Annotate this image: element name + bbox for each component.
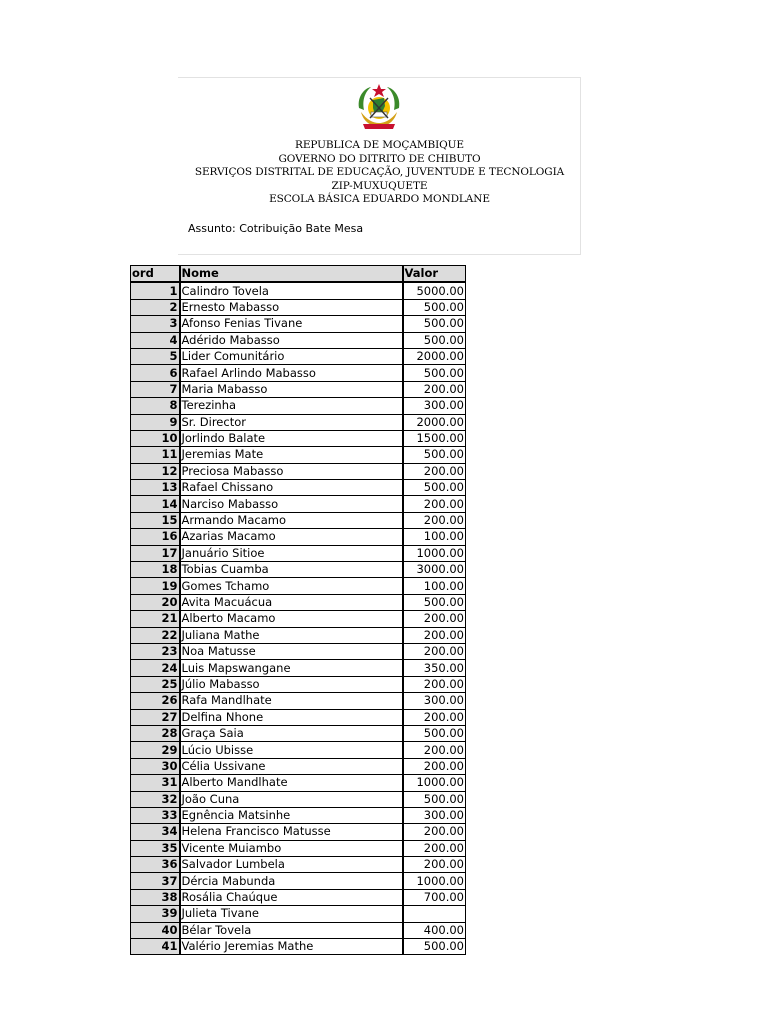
row-ord: 35 [131,840,180,856]
row-nome: Azarias Macamo [180,529,403,545]
subject-text: Cotribuição Bate Mesa [239,222,364,235]
row-ord: 15 [131,512,180,528]
row-nome: Rafael Arlindo Mabasso [180,365,403,381]
row-ord: 34 [131,824,180,840]
row-nome: Julieta Tivane [180,906,403,922]
row-ord: 38 [131,889,180,905]
row-ord: 31 [131,775,180,791]
row-valor: 100.00 [403,578,466,594]
row-nome: Avita Macuácua [180,594,403,610]
row-ord: 3 [131,316,180,332]
table-row [131,512,466,528]
row-valor: 200.00 [403,676,466,692]
table-row [131,578,466,594]
row-ord: 14 [131,496,180,512]
row-nome: Noa Matusse [180,643,403,659]
row-nome: Bélar Tovela [180,922,403,938]
table-row [131,922,466,938]
row-valor: 300.00 [403,398,466,414]
row-ord: 39 [131,906,180,922]
row-nome: Sr. Director [180,414,403,430]
row-ord: 6 [131,365,180,381]
row-nome: Calindro Tovela [180,282,403,299]
row-nome: Jeremias Mate [180,447,403,463]
row-ord: 7 [131,381,180,397]
row-valor: 2000.00 [403,348,466,364]
row-valor: 500.00 [403,365,466,381]
row-nome: Alberto Macamo [180,611,403,627]
row-valor: 200.00 [403,643,466,659]
row-valor: 300.00 [403,693,466,709]
row-nome: Adérido Mabasso [180,332,403,348]
row-valor: 3000.00 [403,562,466,578]
row-ord: 20 [131,594,180,610]
table-row [131,430,466,446]
row-valor: 500.00 [403,594,466,610]
row-ord: 13 [131,480,180,496]
row-nome: Terezinha [180,398,403,414]
row-nome: Juliana Mathe [180,627,403,643]
row-ord: 28 [131,725,180,741]
subject-label: Assunto: [188,222,236,235]
row-valor: 500.00 [403,725,466,741]
table-row [131,857,466,873]
table-row [131,545,466,561]
column-header-valor: Valor [403,266,466,283]
table-row [131,398,466,414]
row-ord: 37 [131,873,180,889]
row-valor: 200.00 [403,840,466,856]
row-ord: 30 [131,758,180,774]
table-body [131,282,466,955]
row-ord: 24 [131,660,180,676]
row-nome: Helena Francisco Matusse [180,824,403,840]
column-header-ord: ord [131,266,180,283]
table-row [131,676,466,692]
table-row [131,496,466,512]
row-valor: 5000.00 [403,282,466,299]
row-valor: 500.00 [403,316,466,332]
row-valor: 200.00 [403,709,466,725]
table-row [131,709,466,725]
row-ord: 17 [131,545,180,561]
row-nome: Jorlindo Balate [180,430,403,446]
row-ord: 32 [131,791,180,807]
table-row [131,282,466,299]
header-line-government: GOVERNO DO DITRITO DE CHIBUTO [278,152,481,165]
row-ord: 22 [131,627,180,643]
row-ord: 1 [131,282,180,299]
row-valor: 400.00 [403,922,466,938]
row-valor: 200.00 [403,824,466,840]
row-valor: 1500.00 [403,430,466,446]
row-nome: Afonso Fenias Tivane [180,316,403,332]
row-ord: 11 [131,447,180,463]
table-row [131,611,466,627]
table-row [131,299,466,315]
row-nome: Maria Mabasso [180,381,403,397]
row-valor: 1000.00 [403,775,466,791]
row-nome: Alberto Mandlhate [180,775,403,791]
column-header-nome: Nome [180,266,403,283]
row-ord: 23 [131,643,180,659]
row-nome: João Cuna [180,791,403,807]
row-valor: 2000.00 [403,414,466,430]
row-valor: 200.00 [403,381,466,397]
row-nome: Valério Jeremias Mathe [180,939,403,955]
row-nome: Gomes Tchamo [180,578,403,594]
table-row [131,873,466,889]
table-row [131,840,466,856]
row-nome: Luis Mapswangane [180,660,403,676]
row-nome: Tobias Cuamba [180,562,403,578]
header-lines [178,139,581,207]
row-ord: 27 [131,709,180,725]
table-row [131,742,466,758]
row-valor: 500.00 [403,447,466,463]
table-row [131,480,466,496]
table-row [131,365,466,381]
row-nome: Salvador Lumbela [180,857,403,873]
header-line-republic: REPUBLICA DE MOÇAMBIQUE [295,139,464,151]
row-nome: Dércia Mabunda [180,873,403,889]
row-valor: 200.00 [403,857,466,873]
table-row [131,627,466,643]
row-nome: Graça Saia [180,725,403,741]
table-row [131,807,466,823]
row-valor: 500.00 [403,299,466,315]
row-ord: 10 [131,430,180,446]
row-ord: 21 [131,611,180,627]
table-row [131,939,466,955]
row-ord: 29 [131,742,180,758]
row-valor: 350.00 [403,660,466,676]
row-nome: Rafa Mandlhate [180,693,403,709]
table-row [131,660,466,676]
row-valor: 300.00 [403,807,466,823]
row-ord: 12 [131,463,180,479]
table-row [131,758,466,774]
header-line-services: SERVIÇOS DISTRITAL DE EDUCAÇÃO, JUVENTUDE E TECNOLOGIA [194,166,565,179]
row-ord: 18 [131,562,180,578]
table-row [131,447,466,463]
table-row [131,562,466,578]
row-valor: 700.00 [403,889,466,905]
row-ord: 36 [131,857,180,873]
row-ord: 40 [131,922,180,938]
row-ord: 16 [131,529,180,545]
row-nome: Lider Comunitário [180,348,403,364]
row-ord: 9 [131,414,180,430]
table-row [131,332,466,348]
row-nome: Preciosa Mabasso [180,463,403,479]
contribution-table [130,265,466,955]
row-ord: 8 [131,398,180,414]
row-ord: 2 [131,299,180,315]
row-nome: Armando Macamo [180,512,403,528]
table-row [131,693,466,709]
row-nome: Rosália Chaúque [180,889,403,905]
row-valor: 200.00 [403,496,466,512]
row-ord: 5 [131,348,180,364]
table-row [131,775,466,791]
row-valor: 200.00 [403,611,466,627]
row-ord: 33 [131,807,180,823]
table-row [131,381,466,397]
table-row [131,529,466,545]
table-row [131,791,466,807]
row-ord: 25 [131,676,180,692]
table-row [131,643,466,659]
row-valor: 1000.00 [403,873,466,889]
row-valor: 500.00 [403,791,466,807]
row-nome: Egnência Matsinhe [180,807,403,823]
header-line-zip: ZIP-MUXUQUETE [331,179,428,192]
table-header-row [131,266,466,283]
contribution-table-wrap [130,265,466,955]
row-valor: 500.00 [403,939,466,955]
row-nome: Delfina Nhone [180,709,403,725]
table-row [131,348,466,364]
row-ord: 26 [131,693,180,709]
row-valor: 100.00 [403,529,466,545]
row-nome: Júlio Mabasso [180,676,403,692]
table-row [131,414,466,430]
row-valor: 200.00 [403,758,466,774]
table-row [131,725,466,741]
subject-line [188,222,363,235]
row-ord: 41 [131,939,180,955]
table-row [131,594,466,610]
row-nome: Célia Ussivane [180,758,403,774]
header-line-school: ESCOLA BÁSICA EDUARDO MONDLANE [269,193,490,206]
row-valor: 500.00 [403,332,466,348]
row-nome: Rafael Chissano [180,480,403,496]
row-nome: Ernesto Mabasso [180,299,403,315]
table-row [131,906,466,922]
row-nome: Narciso Mabasso [180,496,403,512]
row-valor: 200.00 [403,742,466,758]
table-row [131,889,466,905]
row-ord: 19 [131,578,180,594]
table-row [131,824,466,840]
row-valor: 200.00 [403,627,466,643]
row-valor [403,906,466,922]
row-valor: 200.00 [403,512,466,528]
table-row [131,463,466,479]
row-valor: 500.00 [403,480,466,496]
row-nome: Vicente Muiambo [180,840,403,856]
table-row [131,316,466,332]
mozambique-coat-of-arms-icon [351,82,407,132]
row-nome: Januário Sitioe [180,545,403,561]
row-valor: 1000.00 [403,545,466,561]
row-ord: 4 [131,332,180,348]
row-nome: Lúcio Ubisse [180,742,403,758]
row-valor: 200.00 [403,463,466,479]
